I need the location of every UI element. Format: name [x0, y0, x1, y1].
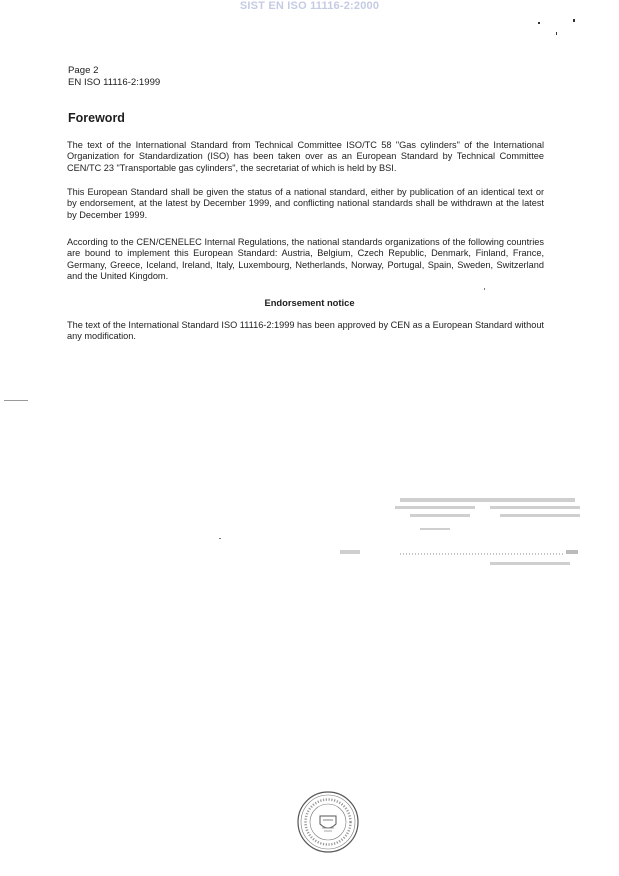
endorsement-heading: Endorsement notice: [264, 297, 355, 308]
scan-speck: [219, 538, 221, 539]
standard-id: EN ISO 11116-2:1999: [68, 77, 161, 88]
scan-speck: [538, 22, 540, 24]
page-number: Page 2: [68, 65, 99, 76]
scan-speck: [484, 288, 485, 290]
paragraph-1: The text of the International Standard from Technical Committee ISO/TC 58 "Gas cylinders" of the International Organization for Standardization (ISO) has been taken over as an European Standard by Technical Committee CEN/TC 23 "Transportable gas cylinders", the secretariat of which is held by BSI.: [67, 140, 544, 173]
scan-speck: [573, 19, 575, 22]
endorsement-text: The text of the International Standard ISO 11116-2:1999 has been approved by CEN as a European Standard without any modification.: [67, 320, 544, 342]
paragraph-2: This European Standard shall be given the status of a national standard, either by publication of an identical text or by endorsement, at the latest by December 1999, and conflicting national standards shall be withdrawn at the latest by December 1999.: [67, 187, 544, 220]
page-header: [68, 65, 160, 89]
faint-stamp-image: [340, 492, 590, 572]
official-seal-image: [296, 790, 360, 854]
watermark: SIST EN ISO 11116-2:2000: [239, 0, 380, 12]
scan-speck: [556, 32, 557, 35]
paragraph-3: According to the CEN/CENELEC Internal Regulations, the national standards organizations of the following countries are bound to implement this European Standard: Austria, Belgium, Czech Republic, Denmark, Finland, France, Germany, Greece, Iceland, Ireland, Italy, Luxembourg, Netherlands, Norway, Portugal, Spain, Sweden, Switzerland and the United Kingdom.: [67, 237, 544, 282]
section-title: Foreword: [68, 111, 125, 125]
scan-speck: [4, 400, 28, 401]
